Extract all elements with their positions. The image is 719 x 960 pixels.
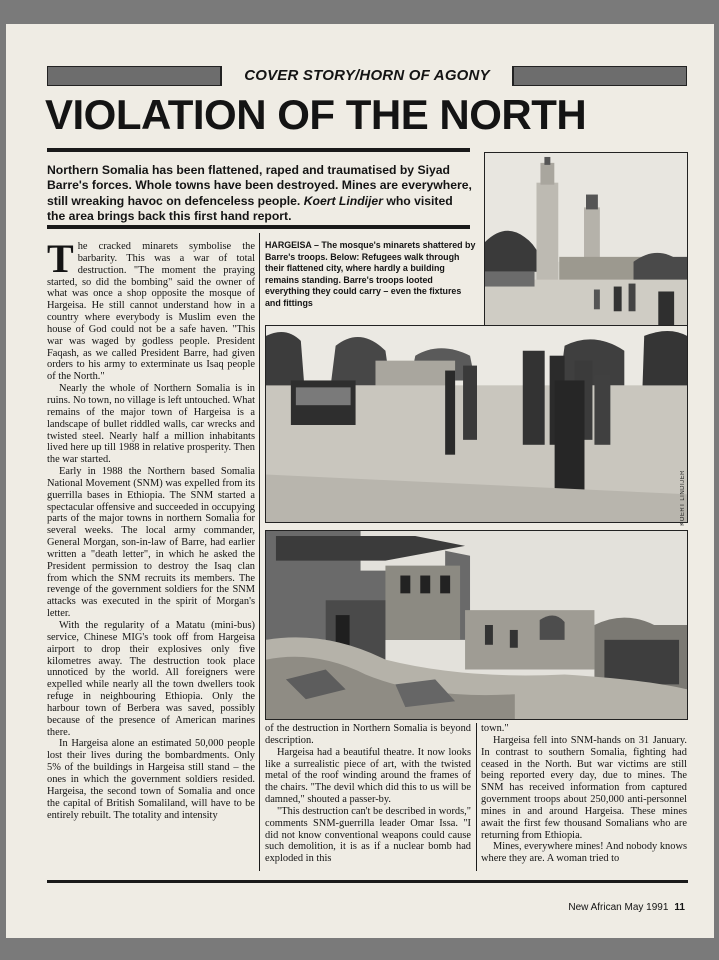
body-paragraph: "This destruction can't be described in words," comments SNM-guerrilla leader Omar Issa. "I did not know conventional weapons could cause such demolition, it is as if a nuclear bomb had exploded in this (265, 805, 471, 865)
column-divider-2 (476, 723, 477, 871)
publication-date: New African May 1991 (568, 902, 669, 913)
photo-minarets (484, 152, 688, 337)
rule-under-standfirst (47, 225, 470, 229)
body-paragraph: Hargeisa fell into SNM-hands on 31 January. In contrast to southern Somalia, fighting had ceased in the North. But war victims are still being reported every day, due to mines. The SNM has received information from captured government troops about 250,000 anti-personnel mines in and around Hargeisa. These mines await the first few thousand Somalians who are returning from Ethiopia. (481, 734, 687, 841)
photo-caption: HARGEISA – The mosque's minarets shattered by Barre's troops. Below: Refugees walk through their flattened city, where hardly a building remains standing. Barre's troops looted everything they could carry – even the fixtures and fittings (265, 240, 476, 308)
photo-ruins (265, 530, 688, 720)
standfirst (47, 163, 472, 225)
bottom-rule (47, 880, 688, 883)
standfirst-byline-rest: who visited the area brings back this first hand report. (47, 193, 453, 224)
page-footer (568, 902, 685, 913)
refugees-image (266, 326, 687, 522)
body-paragraph: Nearly the whole of Northern Somalia is in ruins. No town, no village is left untouched. What remains of the major town of Hargeisa is a landscape of bullet riddled walls, car wrecks and twisted steel. Nearly half a million inhabitants lived here up till 1988 in relative prosperity. Then the war started. (47, 383, 255, 466)
body-paragraph: of the destruction in Northern Somalia is beyond description. (265, 723, 471, 746)
ruins-image (266, 531, 687, 719)
body-paragraph: Hargeisa had a beautiful theatre. It now looks like a surrealistic piece of art, with the twisted metal of the roof winding around the frames of the chairs. "The devil which did this to us will be damned," shouted a passer-by. (265, 746, 471, 806)
body-column-1 (47, 236, 255, 821)
page-number: 11 (674, 902, 685, 913)
body-paragraph (47, 236, 255, 383)
body-paragraph: Early in 1988 the Northern based Somalia National Movement (SNM) was expelled from its guerrilla bases in Ethiopia. The SNM started a spectacular offensive and succeeded in occupying parts of the major towns in northern Somalia for several weeks. The local army commander, General Morgan, son-in-law of Barre, had earlier written a "death letter", in which he asked the President permission to destroy the Isaq clan from which the SNM recruits its members. The revenge of the government soldiers for the SNM attacks was executed in the spirit of Morgan's letter. (47, 466, 255, 620)
body-column-2 (265, 723, 471, 865)
minarets-image (485, 153, 687, 336)
drop-cap: T (47, 236, 74, 281)
photo-refugees (265, 325, 688, 523)
standfirst-byline: Koert Lindijer (303, 193, 383, 208)
paragraph-text: he cracked minarets symbolise the barbarity. This was a war of total destruction. "The moment the praying started, so did the bombing" said the owner of what was once a shop opposite the mosque of Hargeisa. He still cannot understand how in a country where everybody is Muslim even the house of God could not be a safe haven. "This war was waged by godless people. President Faqash, as we called President Barre, had given orders to his army to exterminate us Isaq people of the North." (47, 241, 255, 383)
section-kicker: COVER STORY/HORN OF AGONY (220, 66, 514, 86)
column-divider-1 (259, 233, 260, 871)
photo-credit: KOERT LINDIJER (680, 470, 686, 526)
body-paragraph: With the regularity of a Matatu (mini-bus) service, Chinese MIG's took off from Hargeisa airport to drop their explosives only five kilometres away. The destruction took place unnoticed by the world. All foreigners were expelled while nearly all the town dwellers took refuge in neighbouring Ethiopia. Only the harbour town of Berbera was saved, possibly because of the presence of American marines there. (47, 620, 255, 738)
standfirst-text: Northern Somalia has been flattened, raped and traumatised by Siyad Barre's forces. Whole towns have been destroyed. Mines are everywhere, still wreaking havoc on defenceless people. (47, 163, 472, 208)
body-paragraph: town." (481, 723, 509, 734)
rule-under-headline (47, 148, 470, 152)
body-column-3 (481, 723, 687, 865)
headline: VIOLATION OF THE NORTH (45, 91, 587, 138)
body-paragraph: In Hargeisa alone an estimated 50,000 people lost their lives during the bombardments. Only 5% of the buildings in Hargeisa still stand – the ones in which the government soldiers resided. Hargeisa, the second town of Somalia and once the capital of British Somaliland, will have to be entirely rebuilt. The totality and intensity (47, 738, 255, 821)
body-paragraph: Mines, everywhere mines! And nobody knows where they are. A woman tried to (481, 841, 687, 865)
